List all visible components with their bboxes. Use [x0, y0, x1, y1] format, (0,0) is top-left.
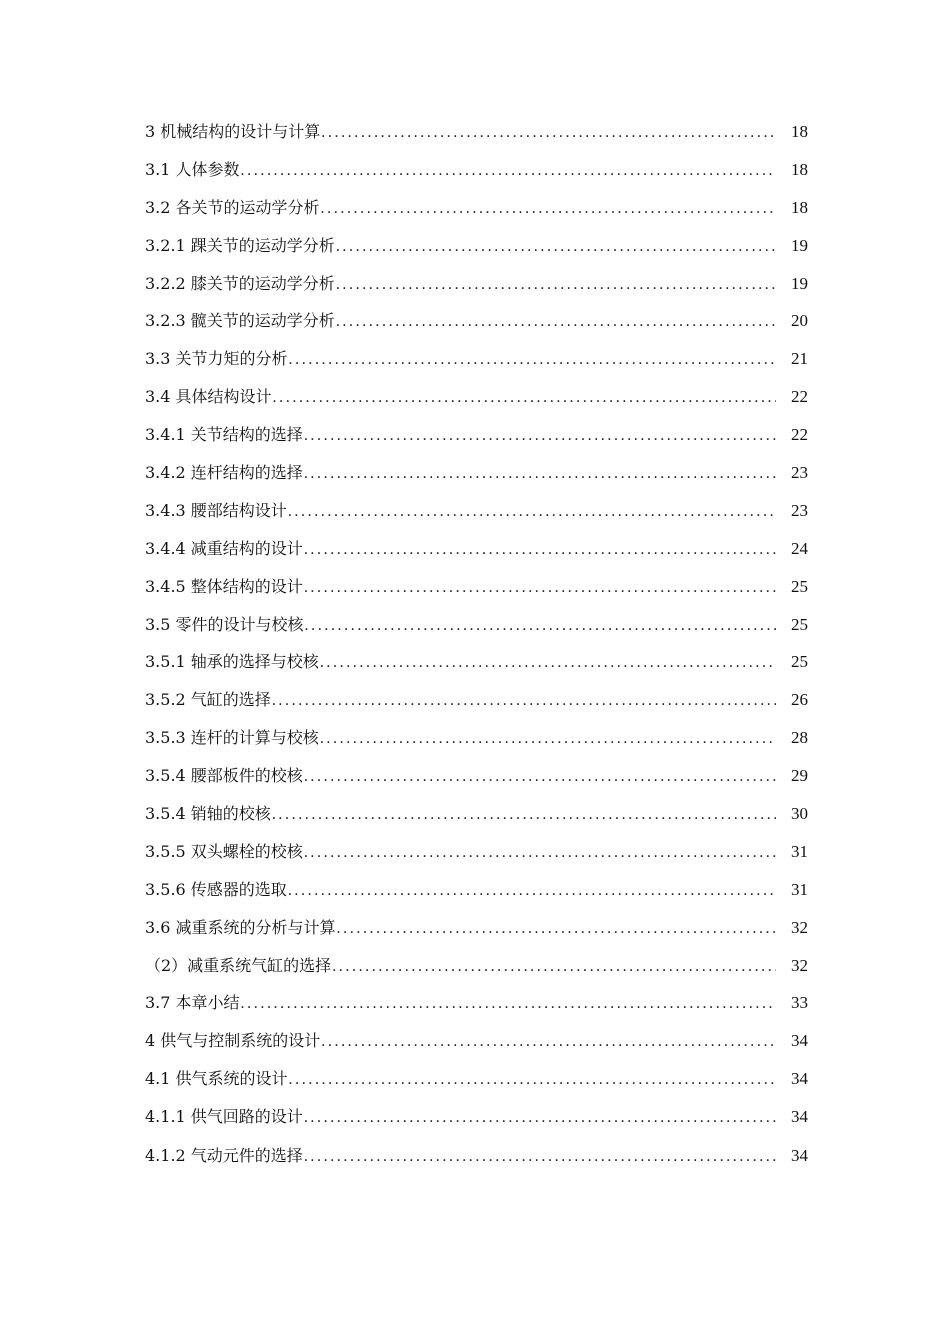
toc-entry-page: 20: [791, 311, 808, 331]
toc-entry-page: 21: [791, 349, 808, 369]
toc-entry-page: 23: [791, 500, 808, 520]
dot-leader: [288, 493, 776, 531]
toc-entry-title: 3.3 关节力矩的分析: [145, 349, 288, 369]
toc-entry-title: 3.1 人体参数: [145, 159, 240, 179]
dot-leader: [273, 379, 776, 417]
toc-entry-title: 3.5.4 腰部板件的校核: [145, 766, 303, 786]
toc-entry-page: 26: [791, 690, 808, 710]
toc-entry-page: 18: [791, 122, 808, 141]
dot-leader: [304, 569, 776, 607]
toc-entry-title: 4 供气与控制系统的设计: [145, 1031, 321, 1051]
toc-entry-title: 3.5.2 气缸的选择: [145, 690, 271, 710]
toc-entry-page: 31: [791, 841, 808, 861]
dot-leader: [289, 341, 776, 379]
dot-leader: [321, 190, 776, 228]
toc-entry-page: 34: [791, 1146, 808, 1166]
toc-entry-page: 18: [791, 159, 808, 179]
toc-entry[interactable]: [145, 1098, 808, 1136]
toc-entry[interactable]: [145, 492, 808, 530]
toc-entry-title: 3.4.4 减重结构的设计: [145, 538, 303, 558]
toc-entry-title: 3.4.2 连杆结构的选择: [145, 463, 303, 483]
dot-leader: [241, 152, 776, 190]
toc-entry[interactable]: [145, 833, 808, 871]
toc-entry-title: 4.1 供气系统的设计: [145, 1069, 288, 1089]
toc-entry-title: 3.2.1 踝关节的运动学分析: [145, 235, 335, 255]
toc-entry[interactable]: [145, 984, 808, 1022]
toc-entry-title: 4.1.2 气动元件的选择: [145, 1146, 303, 1166]
toc-entry[interactable]: [145, 265, 808, 303]
toc-entry-page: 32: [791, 955, 808, 975]
toc-entry[interactable]: [145, 795, 808, 833]
toc-entry[interactable]: [145, 1136, 808, 1176]
toc-entry[interactable]: [145, 1022, 808, 1060]
toc-entry[interactable]: [145, 871, 808, 909]
toc-entry[interactable]: [145, 378, 808, 416]
toc-entry-page: 34: [791, 1069, 808, 1089]
toc-entry[interactable]: [145, 909, 808, 947]
toc-entry[interactable]: [145, 606, 808, 644]
dot-leader: [321, 114, 776, 152]
toc-entry-page: 25: [791, 614, 808, 634]
table-of-contents: [145, 113, 808, 1176]
toc-entry-title: 3.5.5 双头螺栓的校核: [145, 841, 303, 861]
dot-leader: [288, 872, 776, 910]
toc-entry[interactable]: [145, 189, 808, 227]
toc-entry[interactable]: [145, 454, 808, 492]
toc-entry-title: （2）减重系统气缸的选择: [145, 955, 332, 975]
toc-entry-title: 3 机械结构的设计与计算: [145, 122, 321, 141]
dot-leader: [304, 531, 776, 569]
toc-entry-title: 3.5.3 连杆的计算与校核: [145, 728, 319, 748]
toc-entry-title: 3.5 零件的设计与校核: [145, 614, 304, 634]
dot-leader: [304, 455, 776, 493]
toc-entry-page: 22: [791, 387, 808, 407]
dot-leader: [336, 266, 776, 304]
toc-entry-page: 33: [791, 993, 808, 1013]
toc-entry[interactable]: [145, 530, 808, 568]
toc-entry-page: 28: [791, 728, 808, 748]
toc-entry-title: 3.2 各关节的运动学分析: [145, 197, 320, 217]
toc-entry[interactable]: [145, 416, 808, 454]
dot-leader: [332, 948, 776, 986]
dot-leader: [304, 758, 776, 796]
toc-entry-page: 23: [791, 463, 808, 483]
toc-entry-page: 19: [791, 273, 808, 293]
toc-entry-title: 3.5.1 轴承的选择与校核: [145, 652, 319, 672]
dot-leader: [320, 644, 776, 682]
toc-entry-title: 3.2.3 髋关节的运动学分析: [145, 311, 335, 331]
toc-entry-title: 3.7 本章小结: [145, 993, 240, 1013]
dot-leader: [304, 834, 776, 872]
toc-entry-page: 30: [791, 804, 808, 824]
toc-entry[interactable]: [145, 302, 808, 340]
dot-leader: [304, 1099, 776, 1137]
dot-leader: [304, 417, 776, 455]
toc-entry-title: 3.6 减重系统的分析与计算: [145, 917, 336, 937]
toc-entry[interactable]: [145, 947, 808, 985]
toc-entry-page: 25: [791, 576, 808, 596]
toc-entry[interactable]: [145, 719, 808, 757]
toc-entry-page: 22: [791, 425, 808, 445]
dot-leader: [272, 796, 776, 834]
toc-entry[interactable]: [145, 1060, 808, 1098]
toc-entry[interactable]: [145, 643, 808, 681]
toc-entry-title: 3.5.6 传感器的选取: [145, 879, 287, 899]
toc-entry-title: 3.5.4 销轴的校核: [145, 804, 271, 824]
toc-entry-page: 24: [791, 538, 808, 558]
dot-leader: [304, 1137, 776, 1177]
toc-entry-page: 34: [791, 1031, 808, 1051]
dot-leader: [320, 720, 776, 758]
toc-entry-title: 4.1.1 供气回路的设计: [145, 1107, 303, 1127]
toc-entry-page: 34: [791, 1107, 808, 1127]
toc-entry[interactable]: [145, 151, 808, 189]
dot-leader: [336, 303, 776, 341]
dot-leader: [241, 985, 776, 1023]
toc-entry-page: 25: [791, 652, 808, 672]
toc-entry-page: 18: [791, 197, 808, 217]
dot-leader: [337, 910, 776, 948]
toc-entry[interactable]: [145, 568, 808, 606]
toc-entry-title: 3.4.3 腰部结构设计: [145, 500, 287, 520]
toc-entry[interactable]: [145, 340, 808, 378]
toc-entry-title: 3.2.2 膝关节的运动学分析: [145, 273, 335, 293]
dot-leader: [289, 1061, 776, 1099]
toc-entry-title: 3.4.1 关节结构的选择: [145, 425, 303, 445]
toc-entry[interactable]: [145, 681, 808, 719]
toc-entry-page: 29: [791, 766, 808, 786]
toc-entry-title: 3.4.5 整体结构的设计: [145, 576, 303, 596]
toc-entry-page: 19: [791, 235, 808, 255]
toc-entry-page: 32: [791, 917, 808, 937]
toc-entry[interactable]: [145, 113, 808, 151]
dot-leader: [321, 1023, 776, 1061]
toc-entry-title: 3.4 具体结构设计: [145, 387, 272, 407]
dot-leader: [272, 682, 776, 720]
toc-entry[interactable]: [145, 757, 808, 795]
dot-leader: [336, 228, 776, 266]
toc-entry[interactable]: [145, 227, 808, 265]
toc-entry-page: 31: [791, 879, 808, 899]
dot-leader: [305, 607, 776, 645]
